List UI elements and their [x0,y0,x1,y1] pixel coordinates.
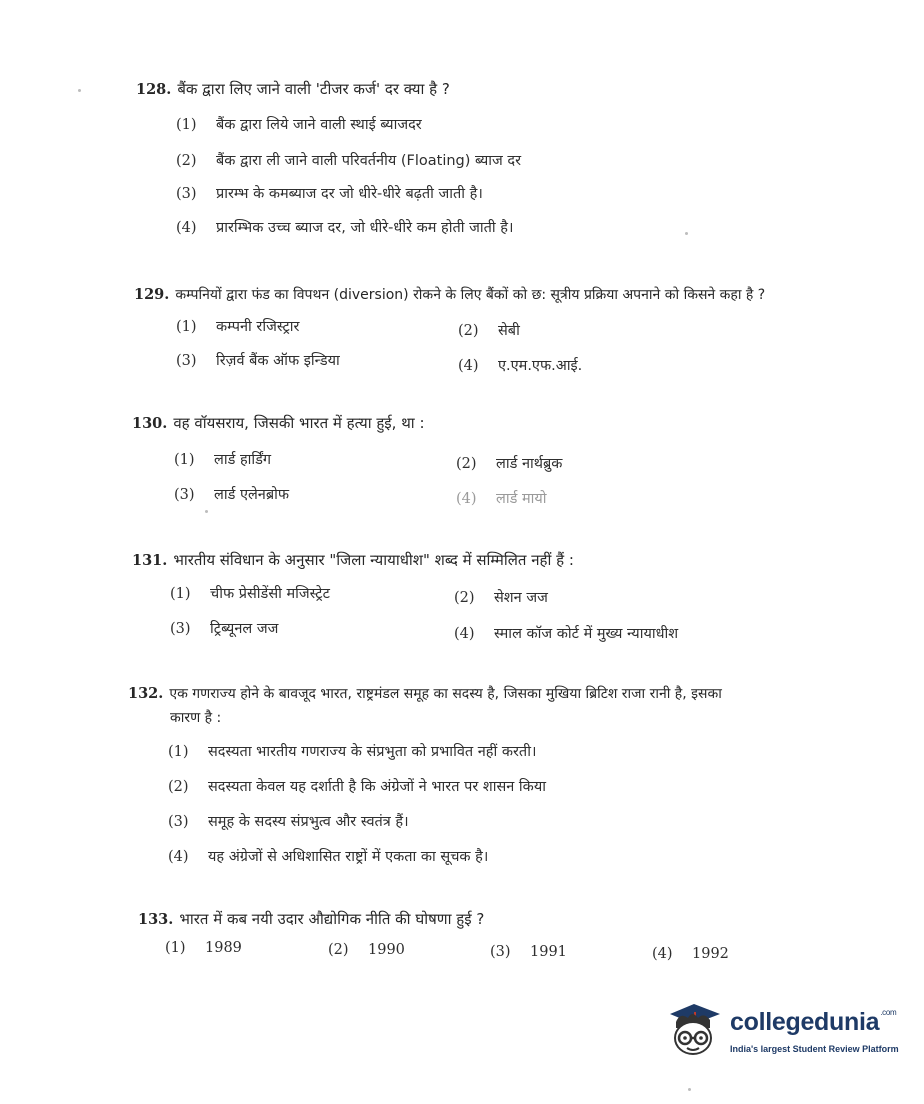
question-number: 129. [134,286,170,303]
option-1: (1) कम्पनी रजिस्ट्रार [176,319,300,335]
question-text: 130. वह वॉयसराय, जिसकी भारत में हत्या हुई, था : [132,414,425,432]
option-2: (2) 1990 [328,942,405,958]
question-number: 132. [128,685,164,702]
scan-speck [688,1088,691,1091]
question-text: 132. एक गणराज्य होने के बावजूद भारत, राष्ट्रमंडल समूह का सदस्य है, जिसका मुखिया ब्रिटिश राजा रानी है, इसका [128,685,722,702]
option-2: (2) सेबी [458,323,520,339]
collegedunia-logo [664,998,899,1064]
option-4: (4) स्माल कॉज कोर्ट में मुख्य न्यायाधीश [454,626,679,642]
option-2: (2) सेशन जज [454,590,548,606]
option-4: (4) यह अंग्रेजों से अधिशासित राष्ट्रों में एकता का सूचक है। [168,849,489,865]
question-text: 129. कम्पनियों द्वारा फंड का विपथन (diversion) रोकने के लिए बैंकों को छ: सूत्रीय प्रक्रिया अपनाने को किसने कहा है ? [134,286,766,303]
option-3: (3) समूह के सदस्य संप्रभुत्व और स्वतंत्र हैं। [168,814,409,830]
question-text: 133. भारत में कब नयी उदार औद्योगिक नीति की घोषणा हुई ? [138,910,485,928]
question-number: 133. [138,911,174,928]
brand-name: collegedunia$^{.com}$ [730,1008,897,1036]
option-3: (3) 1991 [490,944,567,960]
option-1: (1) बैंक द्वारा लिये जाने वाली स्थाई ब्याजदर [176,117,422,133]
option-2: (2) सदस्यता केवल यह दर्शाती है कि अंग्रेजों ने भारत पर शासन किया [168,779,546,795]
option-4: (4) प्रारम्भिक उच्च ब्याज दर, जो धीरे-धीरे कम होती जाती है। [176,220,514,236]
question-text: 131. भारतीय संविधान के अनुसार "जिला न्यायाधीश" शब्द में सम्मिलित नहीं हैं : [132,551,574,569]
option-4: (4) 1992 [652,946,729,962]
option-3: (3) लार्ड एलेनब्रोफ [174,487,290,503]
scan-speck [205,510,208,513]
question-number: 130. [132,415,168,432]
option-1: (1) लार्ड हार्डिंग [174,452,272,468]
option-1: (1) 1989 [165,940,242,956]
option-3: (3) ट्रिब्यूनल जज [170,621,279,637]
option-4: (4) ए.एम.एफ.आई. [458,358,583,374]
option-2: (2) लार्ड नार्थब्रुक [456,456,563,472]
option-4: (4) लार्ड मायो [456,491,547,507]
option-1: (1) चीफ प्रेसीडेंसी मजिस्ट्रेट [170,586,330,602]
brand-tagline: India's largest Student Review Platform [730,1044,899,1054]
option-1: (1) सदस्यता भारतीय गणराज्य के संप्रभुता को प्रभावित नहीं करती। [168,744,537,760]
option-2: (2) बैंक द्वारा ली जाने वाली परिवर्तनीय (Floating) ब्याज दर [176,153,522,169]
question-number: 131. [132,552,168,569]
question-number: 128. [136,81,172,98]
question-text-continued: कारण है : [170,710,222,726]
scan-speck [78,89,81,92]
option-3: (3) प्रारम्भ के कमब्याज दर जो धीरे-धीरे बढ़ती जाती है। [176,186,483,202]
question-text: 128. बैंक द्वारा लिए जाने वाली 'टीजर कर्ज' दर क्या है ? [136,80,450,98]
option-3: (3) रिज़र्व बैंक ऑफ इन्डिया [176,353,340,369]
scan-speck [685,232,688,235]
mascot-icon [664,998,728,1062]
